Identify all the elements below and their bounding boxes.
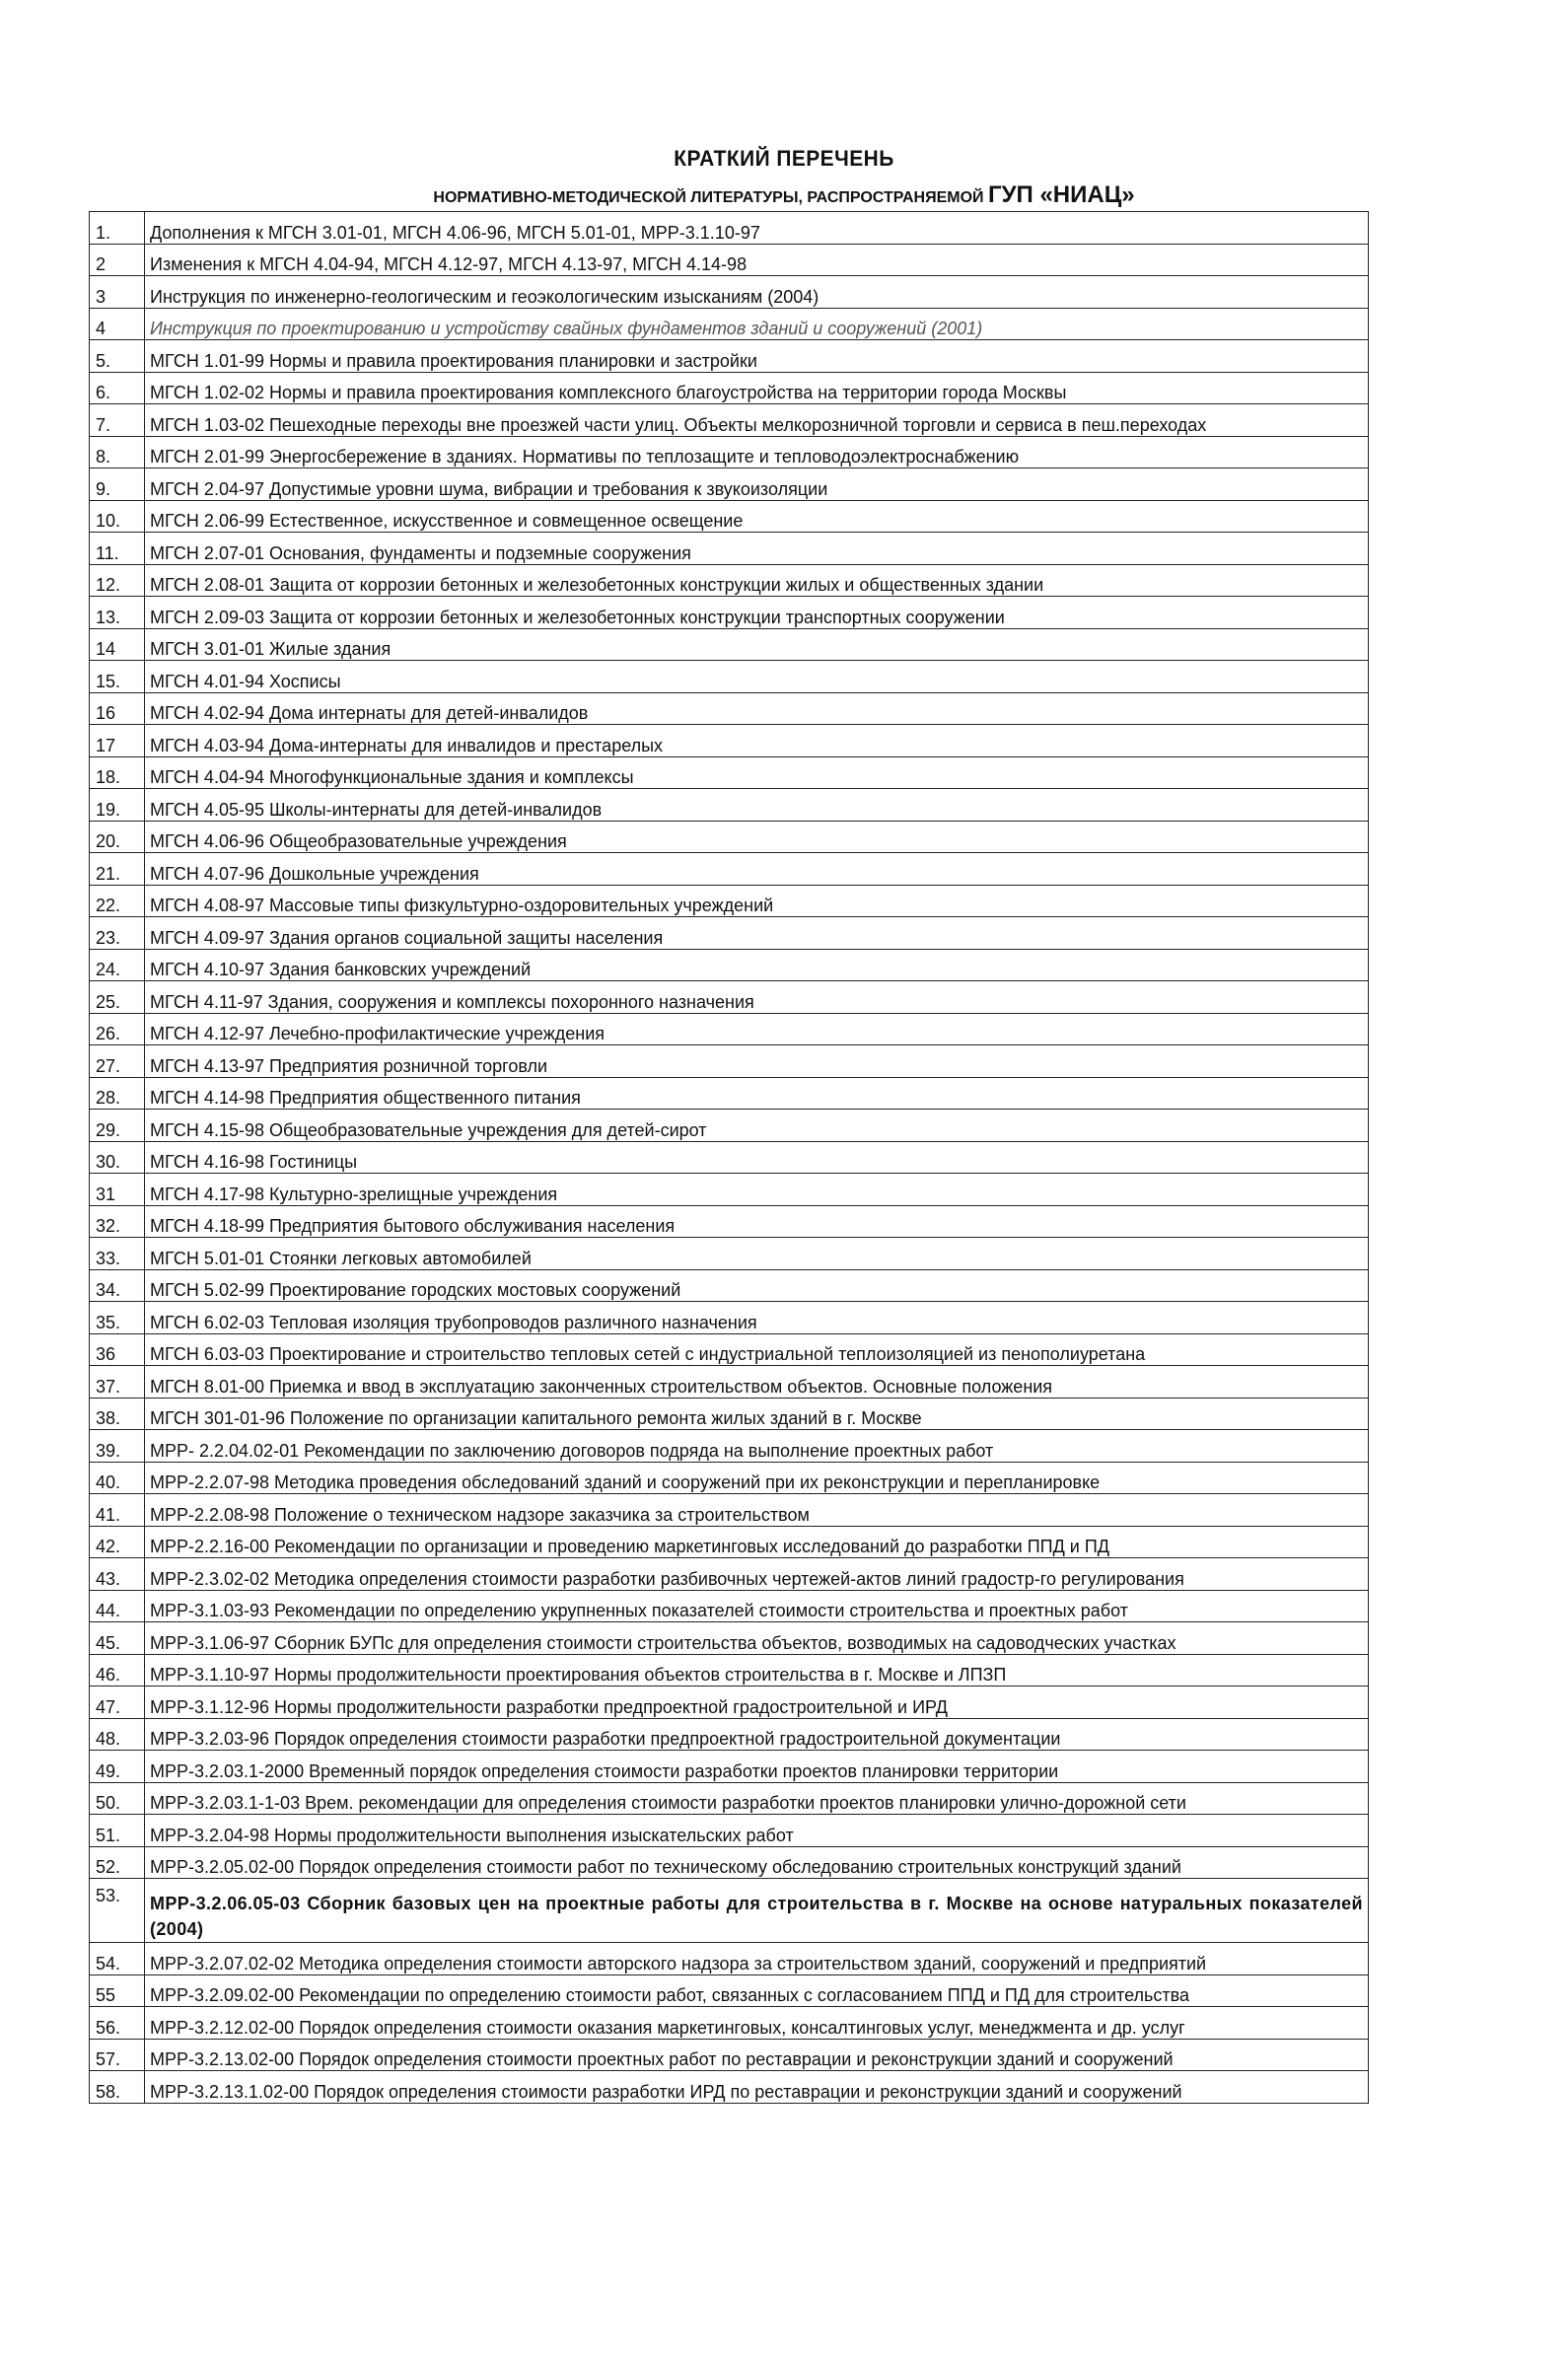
row-title: МРР-3.2.05.02-00 Порядок определения стоимости работ по техническому обследованию строительных конструкций зданий [145,1846,1369,1879]
row-title: МГСН 6.02-03 Тепловая изоляция трубопроводов различного назначения [145,1302,1369,1334]
row-title: МРР-3.2.06.05-03 Сборник базовых цен на проектные работы для строительства в г. Москве на основе натуральных показателей (2004) [145,1879,1369,1943]
row-number: 22. [90,885,145,917]
row-title: МГСН 2.09-03 Защита от коррозии бетонных и железобетонных конструкции транспортных сооружении [145,597,1369,629]
table-row [90,661,1369,693]
row-title: МРР-3.1.06-97 Сборник БУПс для определения стоимости строительства объектов, возводимых на садоводческих участках [145,1622,1369,1655]
row-title: МГСН 4.04-94 Многофункциональные здания и комплексы [145,756,1369,789]
row-title: МГСН 2.06-99 Естественное, искусственное и совмещенное освещение [145,500,1369,533]
row-number: 53. [90,1879,145,1943]
row-title: МГСН 4.17-98 Культурно-зрелищные учреждения [145,1174,1369,1206]
row-title: МГСН 1.03-02 Пешеходные переходы вне проезжей части улиц. Объекты мелкорозничной торговли и сервиса в пеш.переходах [145,404,1369,437]
row-number: 46. [90,1654,145,1686]
row-number: 13. [90,597,145,629]
row-title: МРР- 2.2.04.02-01 Рекомендации по заключению договоров подряда на выполнение проектных работ [145,1430,1369,1463]
table-row [90,564,1369,597]
row-number: 4 [90,308,145,340]
table-row [90,597,1369,629]
table-row [90,1366,1369,1399]
row-title: МГСН 4.18-99 Предприятия бытового обслуживания населения [145,1205,1369,1238]
table-row [90,821,1369,853]
table-row [90,1815,1369,1847]
row-number: 9. [90,468,145,501]
table-row [90,1590,1369,1622]
row-number: 41. [90,1494,145,1527]
row-number: 39. [90,1430,145,1463]
row-title: МГСН 4.08-97 Массовые типы физкультурно-оздоровительных учреждений [145,885,1369,917]
row-title: МГСН 4.02-94 Дома интернаты для детей-инвалидов [145,692,1369,725]
row-number: 3 [90,276,145,309]
row-number: 14 [90,628,145,661]
table-row [90,1782,1369,1815]
table-row [90,1494,1369,1527]
row-number: 49. [90,1751,145,1783]
row-number: 31 [90,1174,145,1206]
row-title: МГСН 4.12-97 Лечебно-профилактические учреждения [145,1013,1369,1045]
table-row [90,1333,1369,1366]
table-row [90,1846,1369,1879]
table-row [90,1751,1369,1783]
table-row [90,1398,1369,1430]
table-row [90,2071,1369,2104]
row-title: МГСН 1.01-99 Нормы и правила проектирования планировки и застройки [145,340,1369,373]
table-row [90,1077,1369,1110]
row-title: Инструкция по проектированию и устройству свайных фундаментов зданий и сооружений (2001) [145,308,1369,340]
row-number: 29. [90,1110,145,1142]
row-title: МРР-3.1.12-96 Нормы продолжительности разработки предпроектной градостроительной и ИРД [145,1686,1369,1719]
row-number: 8. [90,436,145,468]
row-number: 40. [90,1462,145,1494]
table-row [90,276,1369,309]
table-row [90,1654,1369,1686]
row-title: МГСН 1.02-02 Нормы и правила проектирования комплексного благоустройства на территории города Москвы [145,372,1369,404]
row-number: 28. [90,1077,145,1110]
literature-table [89,211,1369,2104]
table-row [90,1302,1369,1334]
row-number: 12. [90,564,145,597]
row-title: Дополнения к МГСН 3.01-01, МГСН 4.06-96, МГСН 5.01-01, МРР-3.1.10-97 [145,212,1369,245]
table-row [90,308,1369,340]
table-row [90,500,1369,533]
row-title: МГСН 4.14-98 Предприятия общественного питания [145,1077,1369,1110]
row-title: МРР-3.2.03.1-1-03 Врем. рекомендации для определения стоимости разработки проектов планировки улично-дорожной сети [145,1782,1369,1815]
row-number: 27. [90,1045,145,1078]
table-row [90,212,1369,245]
row-number: 52. [90,1846,145,1879]
row-title: МРР-3.2.12.02-00 Порядок определения стоимости оказания маркетинговых, консалтинговых услуг, менеджмента и др. услуг [145,2007,1369,2040]
row-number: 24. [90,949,145,981]
row-title: МРР-2.3.02-02 Методика определения стоимости разработки разбивочных чертежей-актов линий градостр-го регулирования [145,1558,1369,1591]
document-subtitle [0,181,1568,209]
row-title: МГСН 4.05-95 Школы-интернаты для детей-инвалидов [145,789,1369,822]
table-row [90,1205,1369,1238]
row-number: 1. [90,212,145,245]
table-row [90,1526,1369,1558]
table-row [90,1974,1369,2007]
row-title: МРР-3.2.03-96 Порядок определения стоимости разработки предпроектной градостроительной документации [145,1718,1369,1751]
row-title: МГСН 2.08-01 Защита от коррозии бетонных и железобетонных конструкции жилых и общественных здании [145,564,1369,597]
row-number: 18. [90,756,145,789]
row-title: МРР-2.2.08-98 Положение о техническом надзоре заказчика за строительством [145,1494,1369,1527]
row-number: 45. [90,1622,145,1655]
row-number: 5. [90,340,145,373]
row-number: 35. [90,1302,145,1334]
table-row [90,917,1369,950]
table-row [90,1686,1369,1719]
table-row [90,1718,1369,1751]
table-row [90,1622,1369,1655]
row-number: 54. [90,1943,145,1975]
row-number: 32. [90,1205,145,1238]
literature-table-body [90,212,1369,2104]
table-row [90,1462,1369,1494]
row-title: МРР-2.2.07-98 Методика проведения обследований зданий и сооружений при их реконструкции и перепланировке [145,1462,1369,1494]
row-title: МРР-2.2.16-00 Рекомендации по организации и проведению маркетинговых исследований до разработки ППД и ПД [145,1526,1369,1558]
row-number: 21. [90,853,145,886]
table-row [90,340,1369,373]
row-title: МРР-3.2.04-98 Нормы продолжительности выполнения изыскательских работ [145,1815,1369,1847]
row-number: 58. [90,2071,145,2104]
table-row [90,372,1369,404]
table-row [90,1943,1369,1975]
table-row [90,981,1369,1014]
row-title: МРР-3.2.03.1-2000 Временный порядок определения стоимости разработки проектов планировки территории [145,1751,1369,1783]
row-number: 20. [90,821,145,853]
row-title: МГСН 3.01-01 Жилые здания [145,628,1369,661]
row-title: МГСН 4.07-96 Дошкольные учреждения [145,853,1369,886]
table-row [90,468,1369,501]
document-title: КРАТКИЙ ПЕРЕЧЕНЬ [674,146,894,171]
row-number: 57. [90,2039,145,2071]
row-number: 38. [90,1398,145,1430]
row-number: 47. [90,1686,145,1719]
row-title: МГСН 4.13-97 Предприятия розничной торговли [145,1045,1369,1078]
row-number: 30. [90,1141,145,1174]
row-number: 36 [90,1333,145,1366]
row-number: 23. [90,917,145,950]
row-number: 10. [90,500,145,533]
row-number: 43. [90,1558,145,1591]
row-title: МГСН 4.09-97 Здания органов социальной защиты населения [145,917,1369,950]
row-title: МГСН 4.16-98 Гостиницы [145,1141,1369,1174]
row-title: МГСН 4.06-96 Общеобразовательные учреждения [145,821,1369,853]
table-row [90,1238,1369,1270]
row-number: 48. [90,1718,145,1751]
row-number: 56. [90,2007,145,2040]
row-title: МГСН 2.07-01 Основания, фундаменты и подземные сооружения [145,533,1369,565]
row-number: 25. [90,981,145,1014]
row-number: 55 [90,1974,145,2007]
row-number: 2 [90,244,145,276]
row-number: 42. [90,1526,145,1558]
row-number: 15. [90,661,145,693]
row-title: МРР-3.2.13.1.02-00 Порядок определения стоимости разработки ИРД по реставрации и реконструкции зданий и сооружений [145,2071,1369,2104]
table-row [90,725,1369,757]
table-row [90,853,1369,886]
table-row [90,756,1369,789]
table-row [90,1174,1369,1206]
row-number: 26. [90,1013,145,1045]
row-title: МРР-3.2.09.02-00 Рекомендации по определению стоимости работ, связанных с согласованием ППД и ПД для строительства [145,1974,1369,2007]
table-row [90,1110,1369,1142]
row-number: 11. [90,533,145,565]
table-row [90,244,1369,276]
row-title: МГСН 301-01-96 Положение по организации капитального ремонта жилых зданий в г. Москве [145,1398,1369,1430]
table-row [90,2039,1369,2071]
table-row [90,949,1369,981]
row-number: 17 [90,725,145,757]
row-title: Изменения к МГСН 4.04-94, МГСН 4.12-97, МГСН 4.13-97, МГСН 4.14-98 [145,244,1369,276]
table-row [90,436,1369,468]
row-number: 33. [90,1238,145,1270]
row-number: 19. [90,789,145,822]
row-title: МГСН 2.04-97 Допустимые уровни шума, вибрации и требования к звукоизоляции [145,468,1369,501]
row-number: 44. [90,1590,145,1622]
row-title: МГСН 4.11-97 Здания, сооружения и комплексы похоронного назначения [145,981,1369,1014]
row-title: МГСН 8.01-00 Приемка и ввод в эксплуатацию законченных строительством объектов. Основные положения [145,1366,1369,1399]
row-number: 7. [90,404,145,437]
table-row [90,1558,1369,1591]
row-number: 34. [90,1269,145,1302]
table-row [90,1045,1369,1078]
row-title: МРР-3.2.07.02-02 Методика определения стоимости авторского надзора за строительством зданий, сооружений и предприятий [145,1943,1369,1975]
table-row [90,1269,1369,1302]
subtitle-organization: ГУП «НИАЦ» [987,181,1135,208]
row-title: МГСН 5.02-99 Проектирование городских мостовых сооружений [145,1269,1369,1302]
row-title: Инструкция по инженерно-геологическим и геоэкологическим изысканиям (2004) [145,276,1369,309]
table-row [90,533,1369,565]
subtitle-prefix: НОРМАТИВНО-МЕТОДИЧЕСКОЙ ЛИТЕРАТУРЫ, РАСПРОСТРАНЯЕМОЙ [433,189,988,206]
table-row [90,789,1369,822]
table-row [90,2007,1369,2040]
row-title: МГСН 4.10-97 Здания банковских учреждений [145,949,1369,981]
table-row [90,404,1369,437]
row-title: МГСН 6.03-03 Проектирование и строительство тепловых сетей с индустриальной теплоизоляцией из пенополиуретана [145,1333,1369,1366]
table-row [90,692,1369,725]
table-row [90,885,1369,917]
table-row [90,1879,1369,1943]
row-title: МРР-3.2.13.02-00 Порядок определения стоимости проектных работ по реставрации и реконструкции зданий и сооружений [145,2039,1369,2071]
row-title: МРР-3.1.10-97 Нормы продолжительности проектирования объектов строительства в г. Москве и ЛПЗП [145,1654,1369,1686]
row-number: 16 [90,692,145,725]
table-row [90,1430,1369,1463]
row-title: МГСН 4.03-94 Дома-интернаты для инвалидов и престарелых [145,725,1369,757]
row-title: МГСН 4.15-98 Общеобразовательные учреждения для детей-сирот [145,1110,1369,1142]
row-number: 6. [90,372,145,404]
table-row [90,1141,1369,1174]
row-title: МГСН 5.01-01 Стоянки легковых автомобилей [145,1238,1369,1270]
row-number: 51. [90,1815,145,1847]
row-number: 50. [90,1782,145,1815]
row-title: МГСН 2.01-99 Энергосбережение в зданиях. Нормативы по теплозащите и тепловодоэлектроснабжению [145,436,1369,468]
row-number: 37. [90,1366,145,1399]
table-row [90,1013,1369,1045]
table-row [90,628,1369,661]
row-title: МРР-3.1.03-93 Рекомендации по определению укрупненных показателей стоимости строительства и проектных работ [145,1590,1369,1622]
row-title: МГСН 4.01-94 Хосписы [145,661,1369,693]
